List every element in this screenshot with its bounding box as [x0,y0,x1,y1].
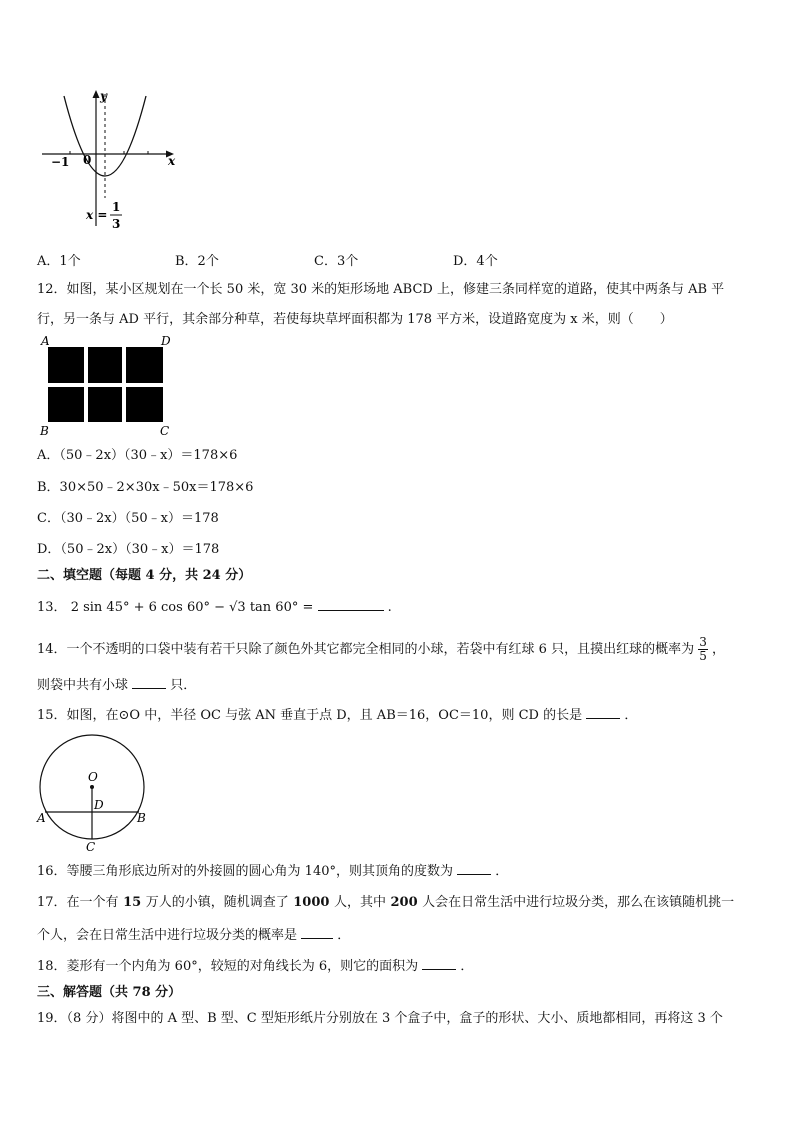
axis-fraction-numerator: 1 [112,200,121,214]
label-c: C [160,424,170,438]
q17-line2-a: 个人，会在日常生活中进行垃圾分类的概率是 [37,928,298,943]
label-d: D [161,334,171,348]
label-b: B [40,424,49,438]
q14-line2 [37,676,196,695]
q12-text-line1: 12．如图，某小区规划在一个长 50 米，宽 30 米的矩形场地 ABCD 上，修建三条同样宽的道路，使其中两条与 AB 平 [37,282,725,297]
q16-answer-blank [457,862,491,875]
q17-line1-b: 万人的小镇，随机调查了 [145,895,289,910]
q15-answer-blank [586,706,620,719]
label-c: C [86,840,96,854]
q16-text: 16．等腰三角形底边所对的外接圆的圆心角为 140°，则其顶角的度数为 [37,864,453,879]
rectangle-field-figure [36,333,181,441]
q18-answer-blank [422,957,456,970]
q16-line [37,862,508,881]
q12-option-d: D．（50﹣2x）（30﹣x）＝178 [37,542,220,557]
q12-option-c: C．（30﹣2x）（50﹣x）＝178 [37,511,219,526]
y-axis-arrow [93,90,100,98]
q17-answer-blank [301,926,333,939]
axis-equation-label: x = [86,208,108,222]
q12-text-line2: 行，另一条与 AD 平行，其余部分种草，若使每块草坪面积都为 178 平方米，设道路宽度为 x 米，则（ ） [37,312,673,327]
q14-text: 14．一个不透明的口袋中装有若干只除了颜色外其它都完全相同的小球，若袋中有红球 6 只，且摸出红球的概率为 [37,642,695,657]
q17-line2-b: ． [337,928,351,943]
label-o: O [88,770,98,784]
q17-line1 [37,894,734,912]
q15-line [37,706,637,725]
q13-end: . [387,600,392,615]
q11-option-a: A．1个 [37,254,81,269]
label-a: A [37,811,46,825]
q16-end: ． [495,864,509,879]
q13-prefix: 13． [37,600,67,615]
q11-option-b: B．2个 [175,254,219,269]
q17-line1-c: 人，其中 [333,895,386,910]
tick-label-neg1: −1 [51,155,70,169]
center-point [90,785,94,789]
q17-line1-a: 17．在一个有 [37,895,119,910]
q18-text: 18．菱形有一个内角为 60°，较短的对角线长为 6，则它的面积为 [37,959,419,974]
parabola-figure [38,86,188,236]
y-axis-label: y [100,89,107,103]
origin-label: 0 [83,153,92,167]
q13-expression: 2 sin 45° + 6 cos 60° − √3 tan 60° = [70,600,314,615]
q14-line1 [37,636,725,664]
q12-option-a: A．（50﹣2x）（30﹣x）＝178×6 [37,448,238,463]
q19-line1: 19．（8 分）将图中的 A 型、B 型、C 型矩形纸片分别放在 3 个盒子中，盒子的形状、大小、质地都相同，再将这 3 个 [37,1011,723,1026]
q18-end: ． [460,959,474,974]
section3-title: 三、解答题（共 78 分） [37,985,182,1000]
q18-line [37,957,473,976]
q15-text: 15．如图，在⊙O 中，半径 OC 与弦 AN 垂直于点 D，且 AB＝16，OC＝10，则 CD 的长是 [37,708,583,723]
q13-line [37,598,392,617]
q17-sorters: 200 [385,895,423,910]
axis-fraction-denominator: 3 [112,217,121,231]
q13-answer-blank [318,598,384,611]
road-horizontal [48,383,163,387]
circle-figure [34,734,154,854]
q15-end: ． [624,708,638,723]
x-axis-label: x [168,154,176,168]
q14-fraction-numerator: 3 [699,635,707,649]
q12-option-b: B．30×50﹣2×30x﹣50x＝178×6 [37,480,254,495]
label-a: A [41,334,50,348]
q14-fraction-denominator: 5 [699,649,707,663]
q14-answer-blank [132,676,166,689]
q14-line2-b: 只． [170,678,197,693]
label-b: B [137,811,146,825]
q17-population: 15 [118,895,146,910]
q11-option-d: D．4个 [453,254,498,269]
q14-line2-a: 则袋中共有小球 [37,678,129,693]
q17-line2 [37,926,350,945]
section2-title: 二、填空题（每题 4 分，共 24 分） [37,568,252,583]
q17-sample-size: 1000 [288,895,334,910]
q14-line1-end: ， [712,642,726,657]
q11-option-c: C．3个 [314,254,359,269]
q14-probability-fraction [698,636,708,663]
label-d: D [94,798,104,812]
q17-line1-d: 人会在日常生活中进行垃圾分类，那么在该镇随机挑一 [422,895,735,910]
